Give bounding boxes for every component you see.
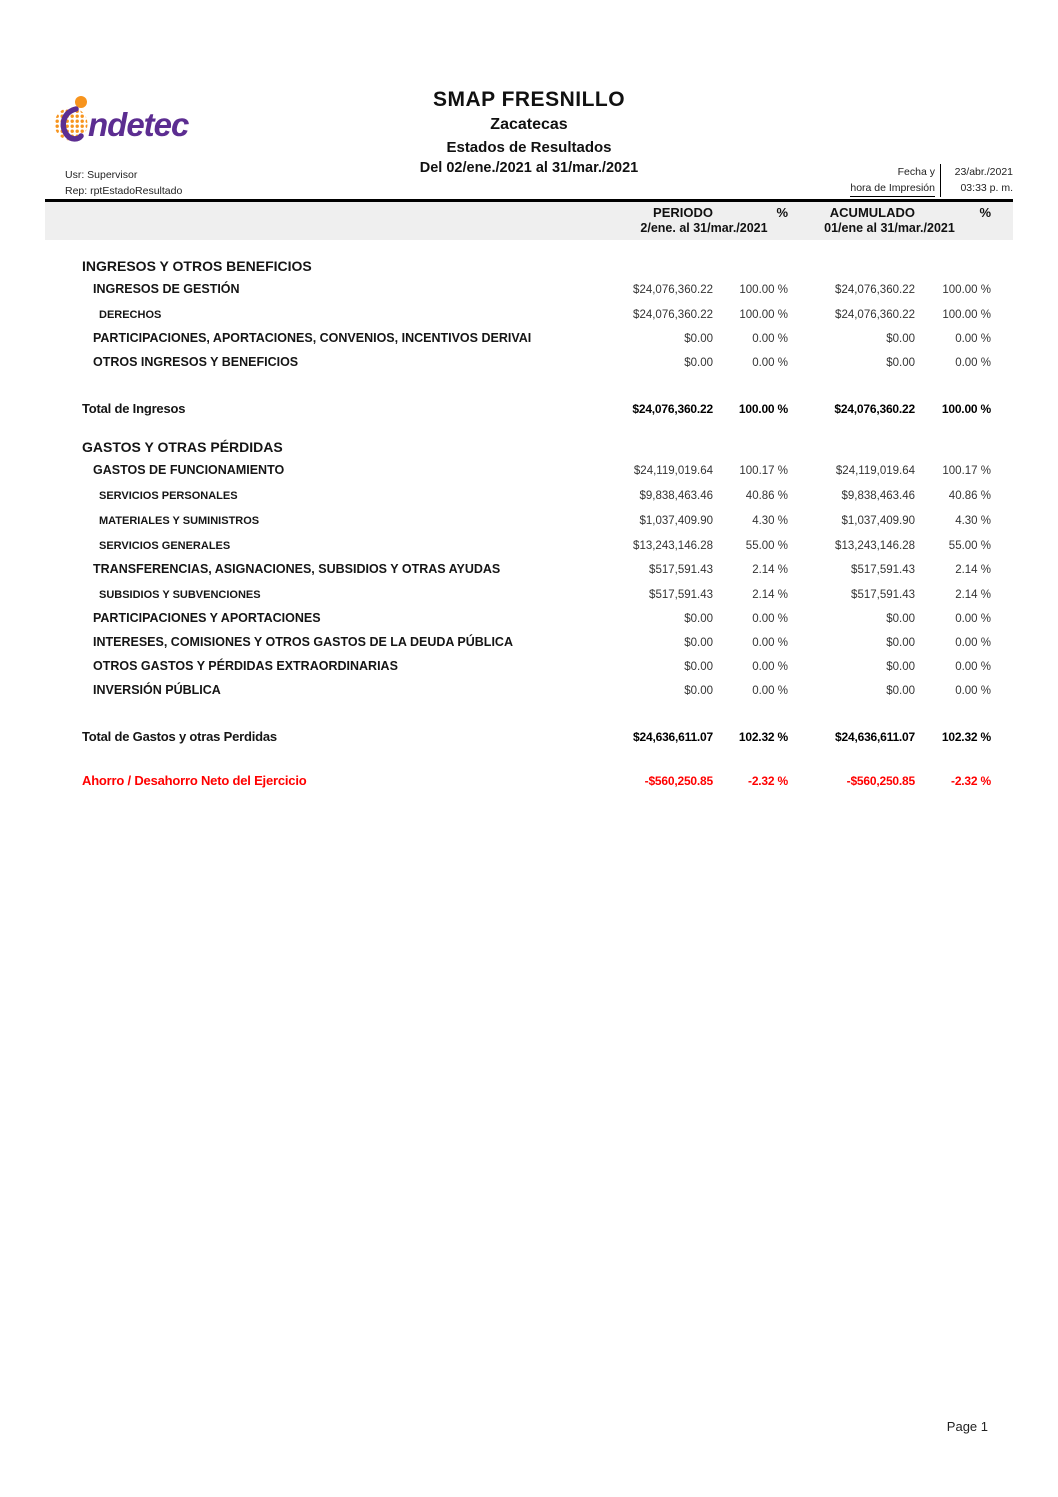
- table-row: [45, 462, 1013, 479]
- row-label: MATERIALES Y SUMINISTROS: [99, 515, 260, 527]
- row-label: Total de Gastos y otras Perdidas: [82, 729, 277, 744]
- print-time-value: 03:33 p. m.: [960, 182, 1013, 194]
- row-acumulado-pct: 0.00 %: [955, 685, 991, 697]
- row-label: DERECHOS: [99, 309, 162, 321]
- row-label: OTROS GASTOS Y PÉRDIDAS EXTRAORDINARIAS: [93, 659, 398, 673]
- row-periodo-amount: $517,591.43: [649, 589, 713, 601]
- row-acumulado-amount: $9,838,463.46: [841, 490, 915, 502]
- row-acumulado-amount: $517,591.43: [851, 589, 915, 601]
- column-subheader-periodo-range: 2/ene. al 31/mar./2021: [640, 221, 768, 235]
- row-acumulado-amount: $24,636,611.07: [835, 730, 915, 744]
- table-row: [45, 354, 1013, 371]
- table-row: [45, 513, 1013, 529]
- row-periodo-pct: 100.00 %: [739, 284, 788, 296]
- row-acumulado-amount: $0.00: [886, 357, 915, 369]
- user-label: Usr: Supervisor: [65, 169, 138, 181]
- table-row: [45, 729, 1013, 745]
- row-acumulado-pct: 2.14 %: [955, 564, 991, 576]
- row-label: INVERSIÓN PÚBLICA: [93, 683, 221, 697]
- table-row: [45, 488, 1013, 504]
- table-row: [45, 439, 1013, 455]
- row-acumulado-pct: 55.00 %: [948, 540, 991, 552]
- table-row: [45, 258, 1013, 274]
- row-periodo-amount: $24,076,360.22: [632, 402, 713, 416]
- row-periodo-pct: 4.30 %: [752, 515, 788, 527]
- row-periodo-pct: 55.00 %: [745, 540, 788, 552]
- table-row: [45, 682, 1013, 699]
- table-row: [45, 401, 1013, 417]
- row-acumulado-pct: 2.14 %: [955, 589, 991, 601]
- row-acumulado-amount: $1,037,409.90: [841, 515, 915, 527]
- print-info-values: [941, 164, 1013, 197]
- row-acumulado-amount: -$560,250.85: [846, 774, 915, 788]
- table-row: [45, 634, 1013, 651]
- row-acumulado-amount: $0.00: [886, 637, 915, 649]
- row-acumulado-amount: $0.00: [886, 661, 915, 673]
- row-label: PARTICIPACIONES, APORTACIONES, CONVENIOS, INCENTIVOS DERIVAI: [93, 331, 532, 345]
- table-row: [45, 658, 1013, 675]
- row-periodo-pct: 0.00 %: [752, 661, 788, 673]
- row-periodo-amount: $24,076,360.22: [633, 284, 713, 296]
- row-label: Ahorro / Desahorro Neto del Ejercicio: [82, 773, 307, 788]
- logo-wordmark: ndetec: [88, 106, 189, 143]
- row-periodo-amount: $0.00: [684, 685, 713, 697]
- row-periodo-amount: $24,636,611.07: [633, 730, 713, 744]
- row-label: INGRESOS DE GESTIÓN: [93, 282, 240, 296]
- row-periodo-pct: 0.00 %: [752, 685, 788, 697]
- row-acumulado-pct: 0.00 %: [955, 333, 991, 345]
- print-date-value: 23/abr./2021: [954, 166, 1013, 178]
- row-acumulado-pct: 0.00 %: [955, 613, 991, 625]
- report-title: Estados de Resultados: [446, 139, 612, 156]
- row-acumulado-pct: 102.32 %: [941, 730, 991, 744]
- row-label: OTROS INGRESOS Y BENEFICIOS: [93, 355, 299, 369]
- row-periodo-amount: $24,076,360.22: [633, 309, 713, 321]
- column-header-pct-acumulado: %: [979, 205, 991, 220]
- print-info-labels: [850, 164, 941, 197]
- table-row: [45, 307, 1013, 323]
- report-header: [0, 88, 1058, 176]
- row-acumulado-pct: 100.00 %: [942, 284, 991, 296]
- row-periodo-amount: $517,591.43: [649, 564, 713, 576]
- row-acumulado-pct: 40.86 %: [948, 490, 991, 502]
- page-number: Page 1: [946, 1419, 988, 1434]
- table-row: [45, 538, 1013, 554]
- column-header-periodo: PERIODO: [653, 205, 713, 220]
- row-acumulado-pct: 0.00 %: [955, 637, 991, 649]
- row-label: PARTICIPACIONES Y APORTACIONES: [93, 611, 321, 625]
- row-periodo-pct: 100.00 %: [738, 402, 788, 416]
- column-header-acumulado: ACUMULADO: [829, 205, 915, 220]
- row-periodo-pct: 40.86 %: [745, 490, 788, 502]
- row-label: Total de Ingresos: [82, 401, 186, 416]
- column-header-pct-periodo: %: [776, 205, 788, 220]
- row-acumulado-pct: -2.32 %: [951, 774, 991, 788]
- row-periodo-amount: $0.00: [684, 333, 713, 345]
- table-header-band: [45, 199, 1013, 240]
- row-label: TRANSFERENCIAS, ASIGNACIONES, SUBSIDIOS Y OTRAS AYUDAS: [93, 562, 501, 576]
- row-periodo-amount: $13,243,146.28: [633, 540, 713, 552]
- row-label: INTERESES, COMISIONES Y OTROS GASTOS DE LA DEUDA PÚBLICA: [93, 635, 513, 649]
- row-periodo-pct: 0.00 %: [752, 357, 788, 369]
- row-periodo-amount: -$560,250.85: [644, 774, 713, 788]
- row-periodo-pct: 100.00 %: [739, 309, 788, 321]
- row-acumulado-amount: $517,591.43: [851, 564, 915, 576]
- report-date-range: Del 02/ene./2021 al 31/mar./2021: [419, 160, 639, 176]
- print-time-label: hora de Impresión: [850, 180, 935, 197]
- row-periodo-amount: $24,119,019.64: [633, 465, 713, 477]
- row-acumulado-pct: 100.00 %: [942, 309, 991, 321]
- table-row: [45, 281, 1013, 298]
- row-periodo-pct: 0.00 %: [752, 613, 788, 625]
- print-info: [850, 164, 1013, 197]
- row-acumulado-pct: 0.00 %: [955, 357, 991, 369]
- entity-state: Zacatecas: [490, 116, 568, 133]
- row-periodo-amount: $0.00: [684, 637, 713, 649]
- column-subheader-acumulado-range: 01/ene al 31/mar./2021: [824, 221, 955, 235]
- row-periodo-pct: 102.32 %: [738, 730, 788, 744]
- entity-title: SMAP FRESNILLO: [432, 88, 626, 111]
- row-acumulado-pct: 0.00 %: [955, 661, 991, 673]
- row-periodo-pct: 2.14 %: [752, 589, 788, 601]
- report-meta: [65, 167, 182, 199]
- row-label: INGRESOS Y OTROS BENEFICIOS: [82, 258, 312, 274]
- row-label: GASTOS Y OTRAS PÉRDIDAS: [82, 439, 283, 455]
- row-label: SERVICIOS PERSONALES: [99, 490, 238, 502]
- row-periodo-pct: 2.14 %: [752, 564, 788, 576]
- row-label: SERVICIOS GENERALES: [99, 540, 231, 552]
- row-acumulado-amount: $24,076,360.22: [835, 309, 915, 321]
- table-row: [45, 773, 1013, 789]
- row-periodo-pct: -2.32 %: [748, 774, 788, 788]
- row-acumulado-amount: $24,119,019.64: [835, 465, 915, 477]
- row-acumulado-pct: 4.30 %: [955, 515, 991, 527]
- row-periodo-amount: $0.00: [684, 613, 713, 625]
- table-row: [45, 587, 1013, 603]
- row-periodo-pct: 0.00 %: [752, 637, 788, 649]
- row-acumulado-amount: $0.00: [886, 333, 915, 345]
- row-acumulado-amount: $13,243,146.28: [835, 540, 915, 552]
- statement-rows: [45, 238, 1013, 789]
- row-periodo-pct: 100.17 %: [739, 465, 788, 477]
- table-row: [45, 330, 1013, 347]
- row-acumulado-pct: 100.17 %: [942, 465, 991, 477]
- print-date-label: Fecha y: [897, 166, 935, 178]
- row-acumulado-amount: $24,076,360.22: [834, 402, 915, 416]
- report-id-label: Rep: rptEstadoResultado: [65, 185, 183, 197]
- row-acumulado-amount: $0.00: [886, 685, 915, 697]
- row-acumulado-pct: 100.00 %: [941, 402, 991, 416]
- row-periodo-amount: $0.00: [684, 661, 713, 673]
- row-periodo-pct: 0.00 %: [752, 333, 788, 345]
- row-acumulado-amount: $0.00: [886, 613, 915, 625]
- table-row: [45, 561, 1013, 578]
- row-periodo-amount: $0.00: [684, 357, 713, 369]
- row-acumulado-amount: $24,076,360.22: [835, 284, 915, 296]
- table-row: [45, 610, 1013, 627]
- row-label: GASTOS DE FUNCIONAMIENTO: [93, 463, 285, 477]
- row-label: SUBSIDIOS Y SUBVENCIONES: [99, 589, 261, 601]
- row-periodo-amount: $1,037,409.90: [639, 515, 713, 527]
- row-periodo-amount: $9,838,463.46: [639, 490, 713, 502]
